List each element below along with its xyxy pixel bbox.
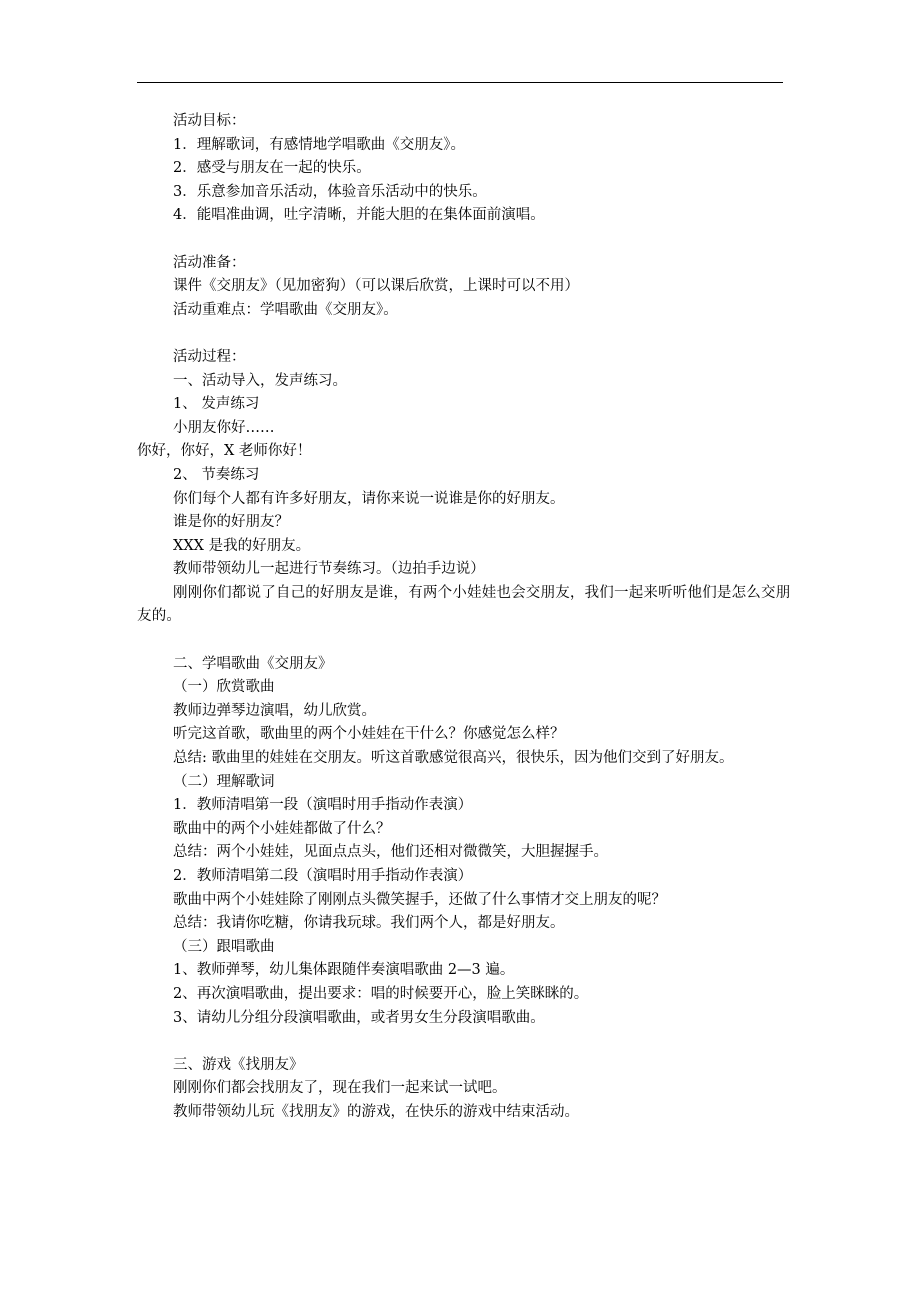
part2-s3-title: （三）跟唱歌曲 <box>173 938 275 955</box>
part1-sub2-line1: 你们每个人都有许多好朋友，请你来说一说谁是你的好朋友。 <box>173 490 565 507</box>
part2-s1-line1: 教师边弹琴边演唱，幼儿欣赏。 <box>173 702 376 719</box>
goals-heading: 活动目标： <box>173 113 246 129</box>
part2-s2-line5: 歌曲中两个小娃娃除了刚刚点头微笑握手，还做了什么事情才交上朋友的呢？ <box>173 891 666 908</box>
goal-item-1: 1．理解歌词，有感情地学唱歌曲《交朋友》。 <box>173 136 465 153</box>
document-body <box>137 110 792 1125</box>
part1-sub2-title: 2、 节奏练习 <box>173 466 260 483</box>
goal-item-2: 2．感受与朋友在一起的快乐。 <box>173 160 371 177</box>
part2-s2-title: （二）理解歌词 <box>173 773 275 790</box>
part2-s3-line3: 3、请幼儿分组分段演唱歌曲，或者男女生分段演唱歌曲。 <box>173 1009 545 1026</box>
part2-s2-line3: 总结：两个小娃娃，见面点点头，他们还相对微微笑，大胆握握手。 <box>173 844 608 861</box>
part2-s2-line2: 歌曲中的两个小娃娃都做了什么？ <box>173 820 391 837</box>
part2-s2-line4: 2．教师清唱第二段（演唱时用手指动作表演） <box>173 868 473 884</box>
prep-heading: 活动准备： <box>173 254 246 271</box>
prep-material: 课件《交朋友》（见加密狗）（可以课后欣赏，上课时可以不用） <box>173 278 579 295</box>
header-rule <box>137 82 783 83</box>
part1-sub2-line3: XXX 是我的好朋友。 <box>173 537 311 554</box>
part2-s1-title: （一）欣赏歌曲 <box>173 679 275 696</box>
part3-line1: 刚刚你们都会找朋友了，现在我们一起来试一试吧。 <box>173 1080 507 1097</box>
part2-s3-line1: 1、教师弹琴，幼儿集体跟随伴奏演唱歌曲 2—3 遍。 <box>173 962 515 979</box>
part2-s2-line1: 1．教师清唱第一段（演唱时用手指动作表演） <box>173 797 473 814</box>
part1-sub1-line2: 你好，你好，X 老师你好！ <box>137 443 312 460</box>
part1-sub2-line4: 教师带领幼儿一起进行节奏练习。（边拍手边说） <box>173 561 485 578</box>
spacer <box>137 228 792 252</box>
prep-key-point: 活动重难点：学唱歌曲《交朋友》。 <box>173 301 398 318</box>
goal-item-3: 3．乐意参加音乐活动，体验音乐活动中的快乐。 <box>173 183 487 200</box>
spacer <box>137 322 792 346</box>
part3-title: 三、游戏《找朋友》 <box>173 1056 304 1073</box>
goal-item-4: 4．能唱准曲调，吐字清晰，并能大胆的在集体面前演唱。 <box>173 207 545 224</box>
spacer <box>137 1030 792 1054</box>
part2-s2-line6: 总结：我请你吃糖，你请我玩球。我们两个人，都是好朋友。 <box>173 915 565 932</box>
spacer <box>137 629 792 653</box>
part1-sub2-paragraph: 刚刚你们都说了自己的好朋友是谁，有两个小娃娃也会交朋友，我们一起来听听他们是怎么交朋友的。 <box>137 584 791 625</box>
part2-s1-line2: 听完这首歌，歌曲里的两个小娃娃在干什么？你感觉怎么样？ <box>173 726 565 743</box>
part2-title: 二、学唱歌曲《交朋友》 <box>173 655 333 672</box>
part2-s1-line3: 总结: 歌曲里的娃娃在交朋友。听这首歌感觉很高兴，很快乐，因为他们交到了好朋友。 <box>173 750 734 767</box>
part2-s3-line2: 2、再次演唱歌曲，提出要求：唱的时候要开心，脸上笑眯眯的。 <box>173 985 589 1002</box>
part1-sub1-line1: 小朋友你好…… <box>173 419 275 436</box>
part1-sub2-line2: 谁是你的好朋友？ <box>173 514 289 531</box>
part1-title: 一、活动导入，发声练习。 <box>173 372 347 389</box>
part1-sub1-title: 1、 发声练习 <box>173 396 260 413</box>
process-heading: 活动过程： <box>173 348 246 365</box>
part3-line2: 教师带领幼儿玩《找朋友》的游戏，在快乐的游戏中结束活动。 <box>173 1103 579 1120</box>
